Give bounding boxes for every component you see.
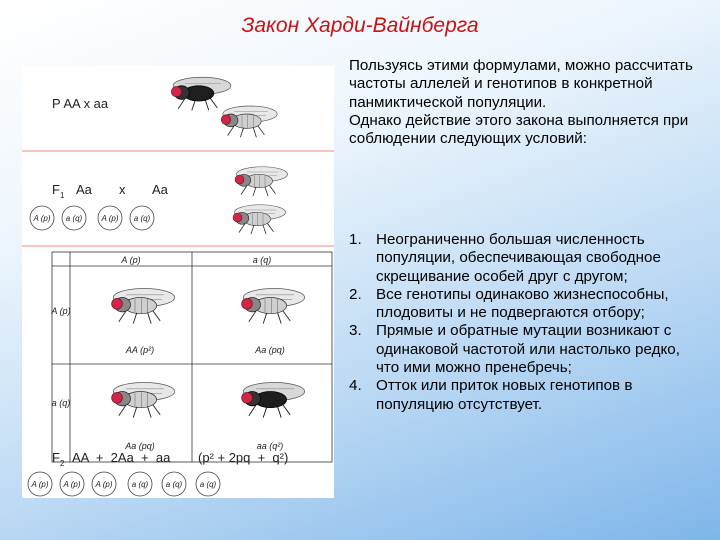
- gamete-label: A (p): [31, 480, 49, 489]
- f1-letter: F: [52, 182, 60, 197]
- f2-formula: (p² + 2pq + q²): [198, 450, 289, 465]
- condition-item: [349, 231, 699, 286]
- cell-label: aa (q²): [256, 441, 284, 451]
- genetics-diagram: [22, 66, 334, 498]
- grid-col-header: a (q): [252, 255, 272, 265]
- f1-left-genotype: Aa: [76, 182, 92, 197]
- cross-diagram-svg: [22, 66, 334, 498]
- f1-gamete-row: [30, 206, 154, 230]
- condition-item: [349, 322, 699, 377]
- f1-subscript: 1: [59, 191, 65, 200]
- grid-row-header: a (q): [51, 398, 71, 408]
- fly-parent: [221, 106, 277, 137]
- intro-paragraph: Пользуясь этими формулами, можно рассчитать частоты аллелей и генотипов в конкретной панмиктической популяции.: [349, 57, 693, 111]
- intro-paragraph: Однако действие этого закона выполняется при соблюдении следующих условий:: [349, 111, 689, 148]
- fly-cell-AA: [112, 289, 175, 324]
- grid-row-header: A (p): [51, 306, 71, 316]
- p-cross-label: P AA x aa: [52, 96, 109, 111]
- condition-number: 1.: [349, 231, 362, 248]
- gamete-label: a (q): [65, 214, 83, 223]
- intro-text: [349, 57, 699, 148]
- fly-cell-aa: [242, 383, 305, 418]
- f1-right-genotype: Aa: [152, 182, 168, 197]
- cell-label: Aa (pq): [255, 345, 285, 355]
- gamete-label: a (q): [165, 480, 183, 489]
- gamete-label: a (q): [131, 480, 149, 489]
- condition-number: 3.: [349, 322, 362, 340]
- f2-subscript: 2: [59, 459, 65, 468]
- gamete-label: A (p): [33, 214, 51, 223]
- fly-cell-Aa-bottom: [112, 383, 175, 418]
- gamete-label: A (p): [95, 480, 113, 489]
- condition-item: [349, 377, 699, 414]
- fly-f1-top: [235, 167, 288, 196]
- f2-genotypes: AA + 2Aa + aa: [72, 450, 171, 465]
- fly-dark-parent: [171, 77, 231, 110]
- fly-f1-bottom: [233, 205, 286, 234]
- condition-text: Неограниченно большая численность популяции, обеспечивающая свободное скрещивание особей друг с другом;: [376, 231, 661, 285]
- fly-cell-Aa-top: [242, 289, 305, 324]
- f1-cross-symbol: x: [119, 182, 126, 197]
- f1-label: [52, 182, 65, 200]
- gamete-label: A (p): [101, 214, 119, 223]
- condition-item: [349, 286, 699, 323]
- condition-text: Все генотипы одинаково жизнеспособны, плодовиты и не подвергаются отбору;: [376, 285, 669, 322]
- f2-label: [52, 450, 65, 468]
- f2-letter: F: [52, 450, 60, 465]
- cell-label: AA (p²): [125, 345, 155, 355]
- condition-text: Отток или приток новых генотипов в популяцию отсутствует.: [376, 377, 633, 413]
- cell-label: Aa (pq): [125, 441, 155, 451]
- condition-number: 4.: [349, 377, 362, 395]
- condition-text: Прямые и обратные мутации возникают с одинаковой частотой или настолько редко, что ими можно пренебречь;: [376, 322, 680, 377]
- gamete-label: a (q): [133, 214, 151, 223]
- page-title: Закон Харди-Вайнберга: [241, 14, 479, 37]
- gamete-label: A (p): [63, 480, 81, 489]
- condition-number: 2.: [349, 285, 362, 303]
- f2-gamete-row: [28, 472, 220, 496]
- punnett-grid: [52, 252, 332, 462]
- conditions-list: [349, 231, 699, 414]
- gamete-label: a (q): [199, 480, 217, 489]
- grid-col-header: A (p): [121, 255, 141, 265]
